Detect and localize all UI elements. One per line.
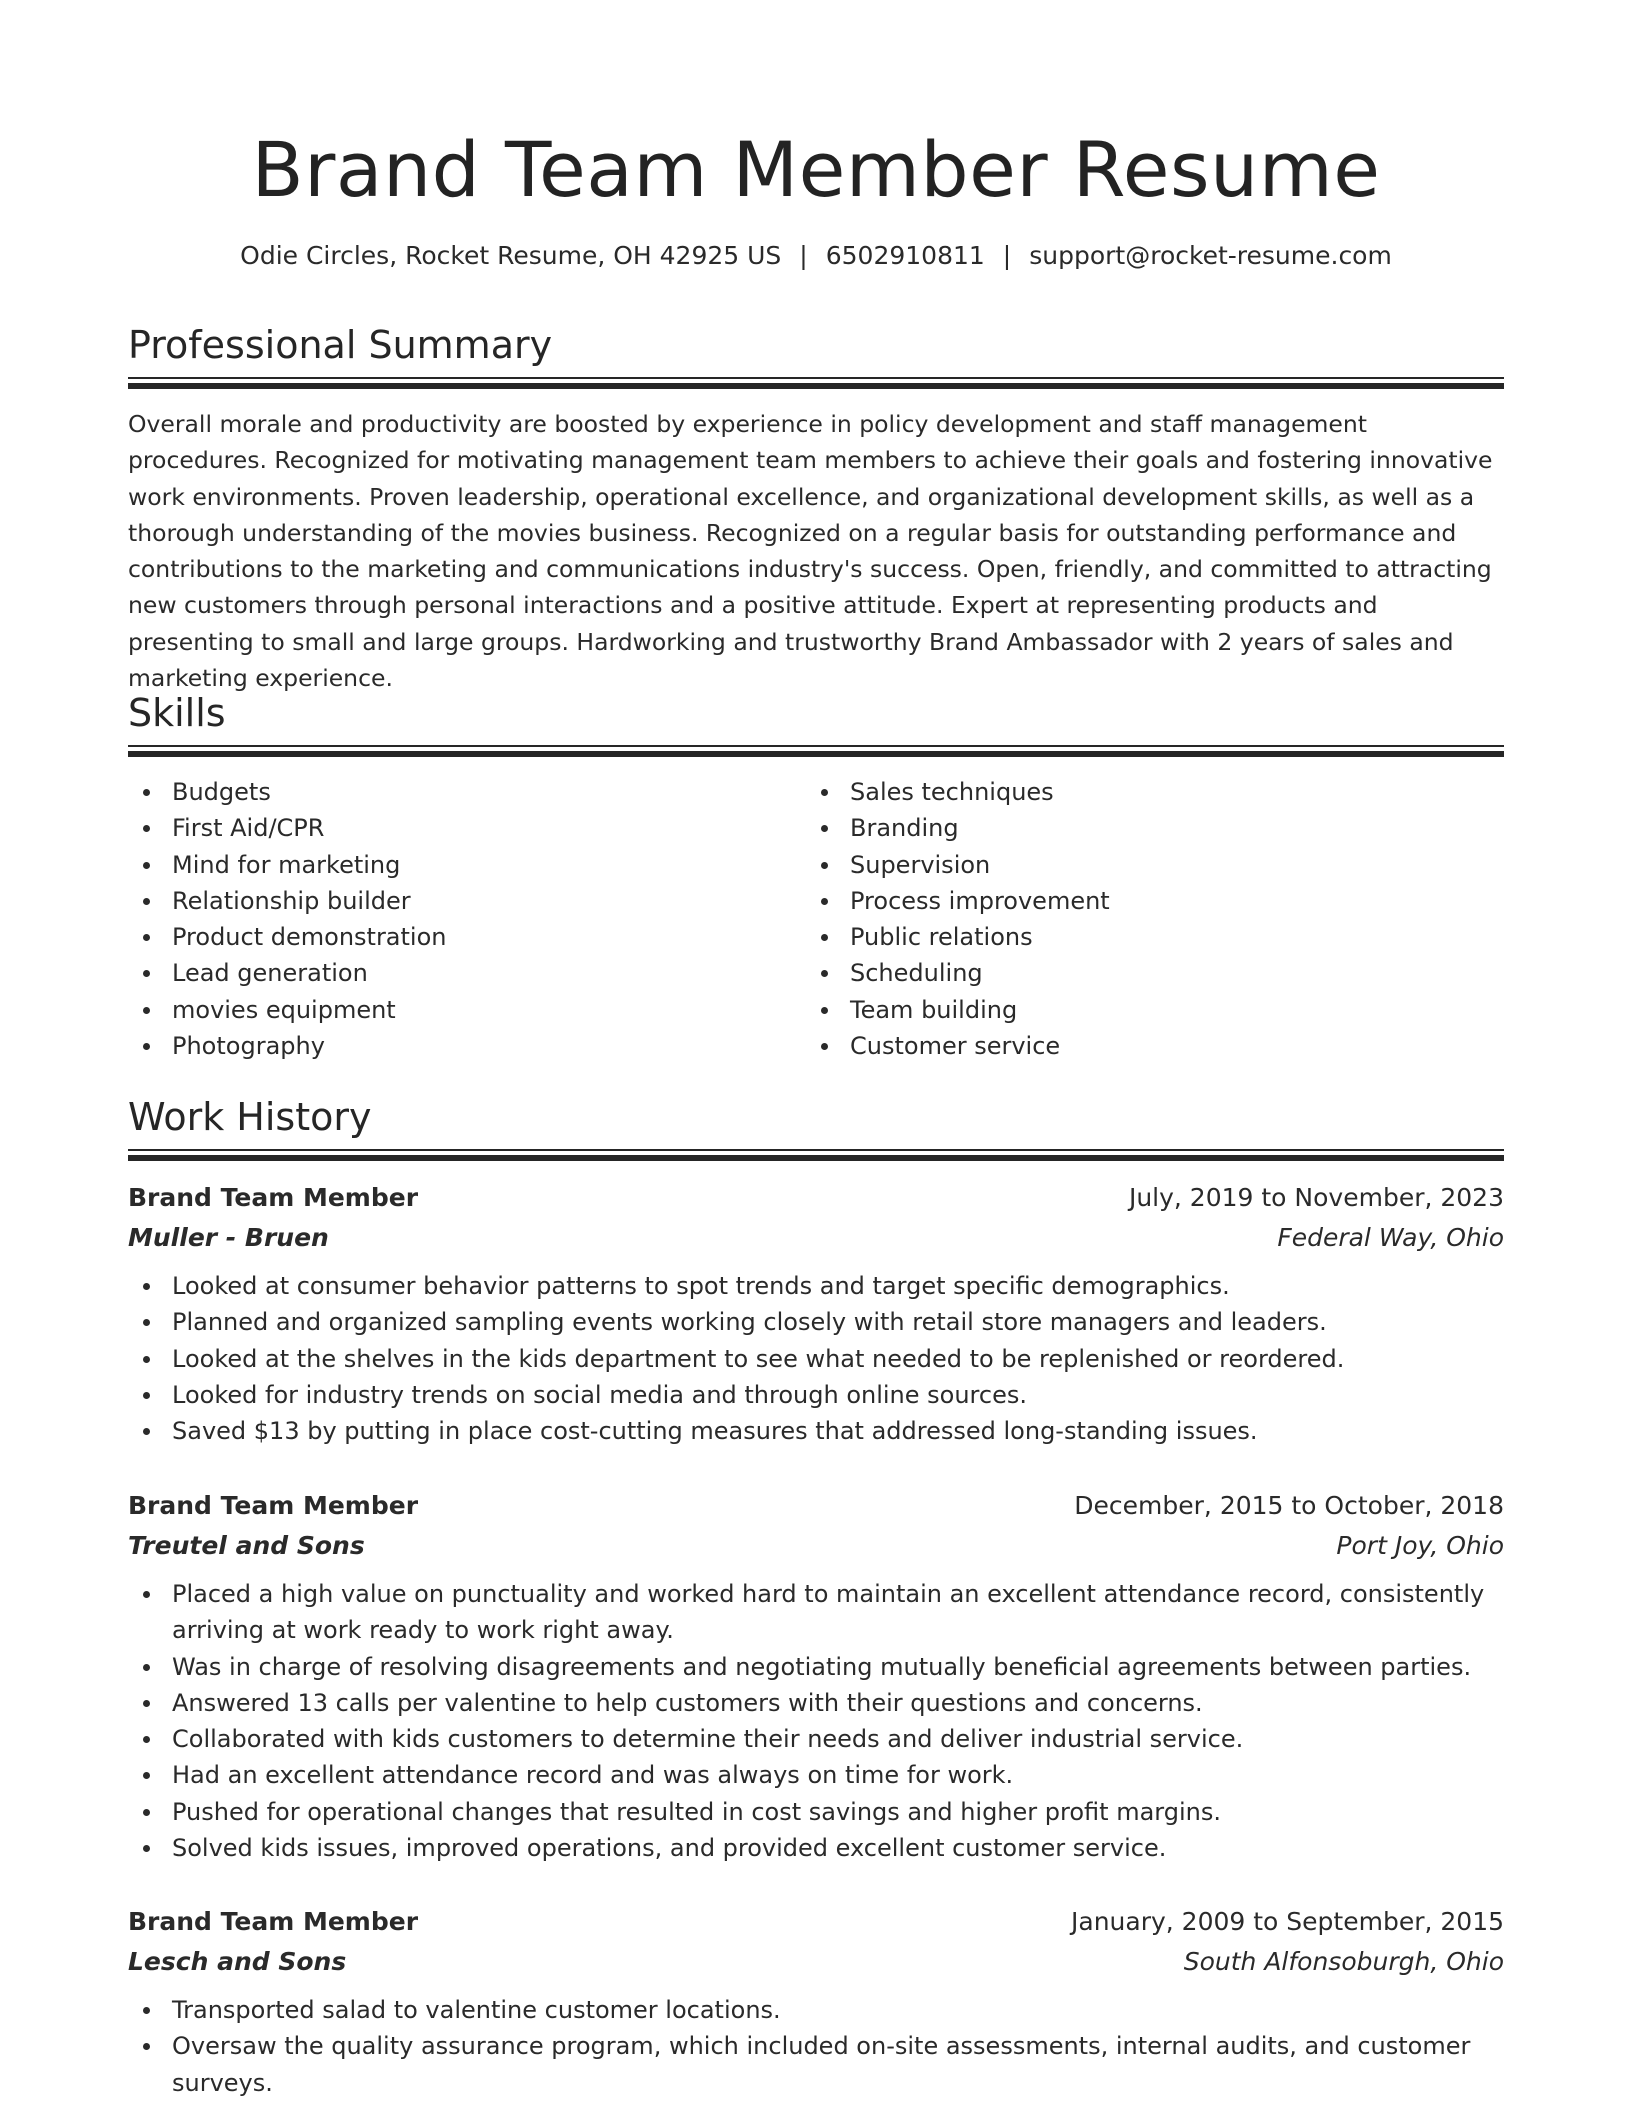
contact-separator: | [799,241,808,270]
skill-item: Mind for marketing [128,847,788,883]
job-company: Treutel and Sons [128,1531,365,1560]
job-dates: July, 2019 to November, 2023 [1128,1183,1504,1212]
summary-text: Overall morale and productivity are boosted by experience in policy development and staff management procedures. Recognized for motivating management team members to achieve their goals and fostering innovative work environments. Proven leadership, operational excellence, and organizational development skills, as well as a thorough understanding of the movies business. Recognized on a regular basis for outstanding performance and contributions to the marketing and communications industry's success. Open, friendly, and committed to attracting new customers through personal interactions and a positive attitude. Expert at representing products and presenting to small and large groups. Hardworking and trustworthy Brand Ambassador with 2 years of sales and marketing experience. [128,410,1493,693]
job-company: Lesch and Sons [128,1947,347,1976]
job-title: Brand Team Member [128,1491,419,1520]
skill-item: First Aid/CPR [128,810,788,846]
job-company-row [128,1526,1504,1566]
contact-line [128,238,1504,274]
skill-item: Public relations [806,919,1466,955]
job-bullet: Saved $13 by putting in place cost-cutting measures that addressed long-standing issues. [128,1413,1504,1449]
job-bullet: Looked at the shelves in the kids department to see what needed to be replenished or reordered. [128,1341,1504,1377]
job-entry [128,1178,1504,1449]
address: Odie Circles, Rocket Resume, OH 42925 US [240,241,782,270]
phone: 6502910811 [825,241,985,270]
job-bullet: Solved kids issues, improved operations, and provided excellent customer service. [128,1830,1504,1866]
job-title: Brand Team Member [128,1183,419,1212]
section-divider [128,1149,1504,1161]
skill-item: Relationship builder [128,883,788,919]
job-bullets [128,1576,1504,1866]
job-entry [128,1902,1504,2101]
section-divider [128,745,1504,757]
email: support@rocket-resume.com [1029,241,1392,270]
job-bullet: Transported salad to valentine customer locations. [128,1992,1504,2028]
skills-list-right [806,774,1466,1064]
section-title-work-history: Work History [128,1095,372,1139]
job-bullet: Looked for industry trends on social media and through online sources. [128,1377,1504,1413]
job-header-row [128,1178,1504,1218]
skill-item: Photography [128,1028,788,1064]
job-location: Federal Way, Ohio [1277,1223,1504,1252]
contact-separator: | [1002,241,1012,270]
skill-item: Budgets [128,774,788,810]
job-header-row [128,1486,1504,1526]
job-bullet: Planned and organized sampling events working closely with retail store managers and leaders. [128,1304,1504,1340]
job-bullet: Collaborated with kids customers to determine their needs and deliver industrial service. [128,1721,1504,1757]
job-dates: January, 2009 to September, 2015 [1071,1907,1504,1936]
skill-item: Sales techniques [806,774,1466,810]
skill-item: Customer service [806,1028,1466,1064]
skill-item: movies equipment [128,992,788,1028]
job-company-row [128,1218,1504,1258]
job-location: Port Joy, Ohio [1336,1531,1504,1560]
job-bullet: Oversaw the quality assurance program, which included on-site assessments, internal audits, and customer surveys. [128,2028,1504,2101]
job-bullet: Answered 13 calls per valentine to help customers with their questions and concerns. [128,1685,1504,1721]
skill-item: Supervision [806,847,1466,883]
skill-item: Process improvement [806,883,1466,919]
skill-item: Branding [806,810,1466,846]
section-title-skills: Skills [128,691,226,735]
job-company-row [128,1942,1504,1982]
job-location: South Alfonsoburgh, Ohio [1183,1947,1504,1976]
job-header-row [128,1902,1504,1942]
section-title-summary: Professional Summary [128,323,553,367]
job-bullet: Was in charge of resolving disagreements and negotiating mutually beneficial agreements between parties. [128,1649,1504,1685]
job-bullet: Placed a high value on punctuality and worked hard to maintain an excellent attendance record, consistently arriving at work ready to work right away. [128,1576,1504,1649]
job-company: Muller - Bruen [128,1223,329,1252]
job-bullets [128,1268,1504,1449]
section-divider [128,377,1504,389]
job-bullet: Had an excellent attendance record and was always on time for work. [128,1757,1504,1793]
skill-item: Product demonstration [128,919,788,955]
job-dates: December, 2015 to October, 2018 [1074,1491,1504,1520]
skill-item: Team building [806,992,1466,1028]
skill-item: Scheduling [806,955,1466,991]
job-bullet: Looked at consumer behavior patterns to spot trends and target specific demographics. [128,1268,1504,1304]
job-entry [128,1486,1504,1866]
job-bullet: Pushed for operational changes that resulted in cost savings and higher profit margins. [128,1794,1504,1830]
resume-title: Brand Team Member Resume [251,125,1381,214]
job-bullets [128,1992,1504,2101]
skill-item: Lead generation [128,955,788,991]
skills-list-left [128,774,788,1064]
job-title: Brand Team Member [128,1907,419,1936]
